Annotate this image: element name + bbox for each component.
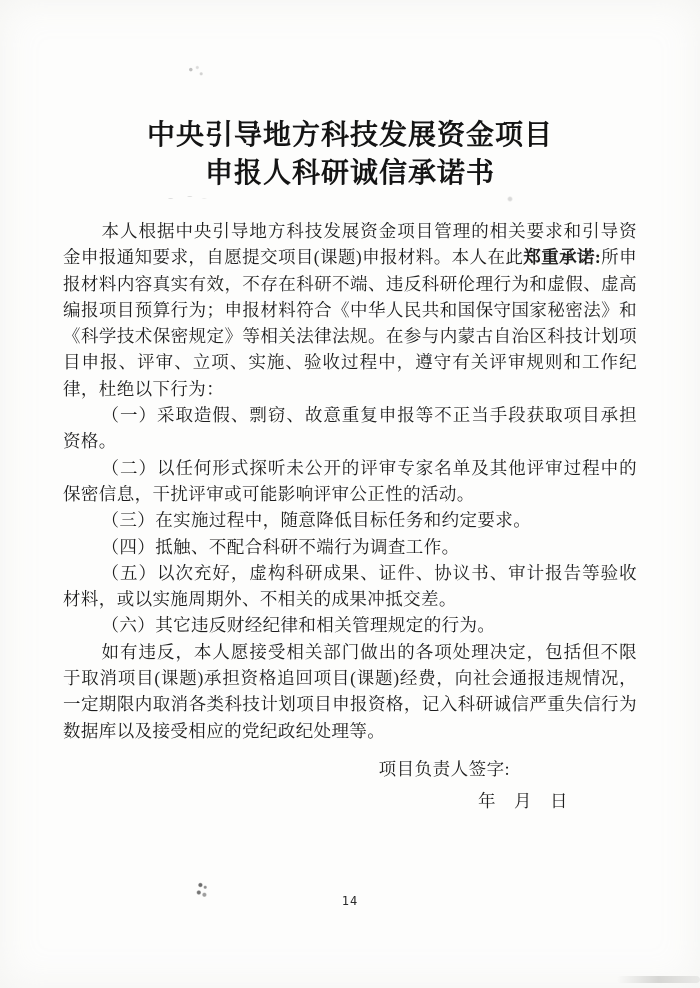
clause-item-5: （五）以次充好，虚构科研成果、证件、协议书、审计报告等验收材料，或以实施周期外、不相关的成果冲抵交差。	[63, 562, 637, 610]
scan-smudge	[183, 64, 209, 78]
document-title-line1: 中央引导地方科技发展资金项目	[146, 119, 553, 150]
solemn-promise-emphasis: 郑重承诺:	[523, 247, 602, 268]
clause-item-2: （二）以任何形式探听未公开的评审专家名单及其他评审过程中的保密信息，干扰评审或可能影响评审公正性的活动。	[63, 457, 637, 504]
intro-text-before: 本人根据中央引导地方科技发展资金项目管理的相关要求和引导资金申报通知要求，自愿提交项目(课题)申报材料。本人在此	[63, 221, 637, 268]
closing-paragraph: 如有违反，本人愿接受相关部门做出的各项处理决定，包括但不限于取消项目(课题)承担资格追回项目(课题)经费，向社会通报违规情况，一定期限内取消各类科技计划项目申报资格，记入科研诚信严重失信行为数据库以及接受相应的党纪政纪处理等。	[63, 641, 637, 741]
page-number: 14	[341, 894, 359, 908]
scan-smudge	[161, 193, 209, 202]
intro-paragraph	[63, 218, 637, 402]
signature-block	[0, 756, 700, 815]
date-line: 年 月 日	[478, 791, 568, 811]
document-title-line2: 申报人科研诚信承诺书	[204, 157, 495, 188]
clause-item-3: （三）在实施过程中，随意降低目标任务和约定要求。	[101, 510, 532, 531]
clause-item-4: （四）抵触、不配合科研不端行为调查工作。	[101, 536, 460, 557]
document-title	[0, 116, 700, 192]
document-body	[63, 218, 637, 744]
intro-text-after: 所申报材料内容真实有效，不存在科研不端、违反科研伦理行为和虚假、虚高编报项目预算行为；申报材料符合《中华人民共和国保守国家秘密法》和《科学技术保密规定》等相关法律法规。在参与内蒙古自治区科技计划项目申报、评审、立项、实施、验收过程中，遵守有关评审规则和工作纪律，杜绝以下行为：	[63, 247, 637, 399]
clause-item-6: （六）其它违反财经纪律和相关管理规定的行为。	[101, 615, 496, 636]
scanner-edge-artifact	[617, 976, 700, 983]
signature-label: 项目负责人签字:	[378, 759, 510, 779]
clause-item-1: （一）采取造假、剽窃、故意重复申报等不正当手段获取项目承担资格。	[63, 405, 637, 452]
scan-smudge	[505, 195, 515, 203]
